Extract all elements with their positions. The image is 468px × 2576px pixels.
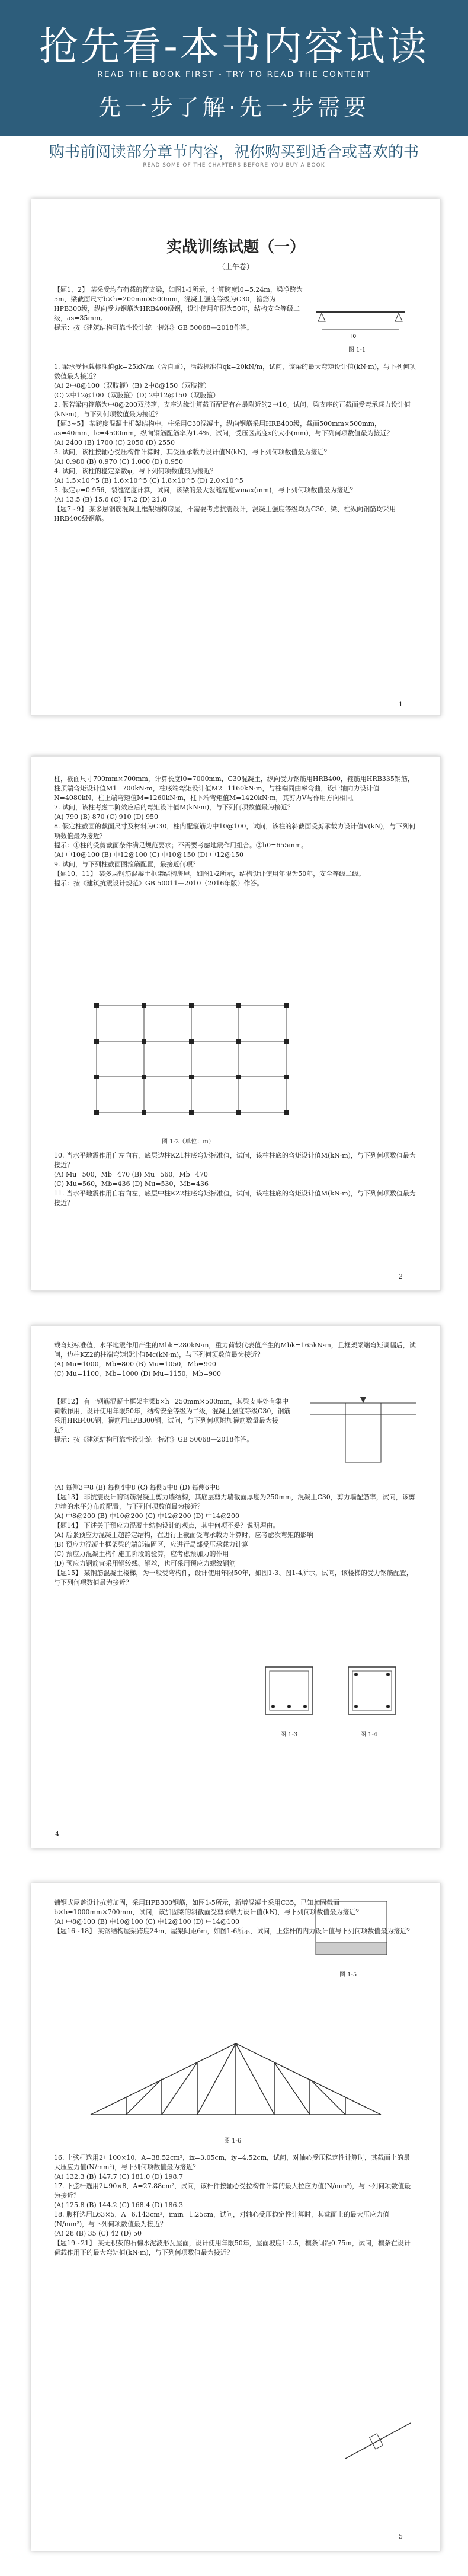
paragraph: 【题14】 下述关于预应力混凝土结构设计的观点，其中何项不妥？说明理由。 [54,1522,280,1529]
paragraph: (B) 预应力混凝土框架梁的端部锚固区，应进行局部受压承载力计算 [54,1541,249,1548]
paragraph: 【题10、11】 某多层钢筋混凝土框架结构房屋，如图1-2所示，结构设计使用年限为50年，安全等级二级。 [54,870,366,878]
header-title: 抢先看-本书内容试读 [39,24,429,69]
paragraph: 提示：①柱的受剪截面条件满足规范要求；不需要考虑地震作用组合。②h0=655mm。 [54,841,308,849]
paragraph: 7. 试问，该柱考虑二阶效应后的弯矩设计值M(kN·m)，与下列何项数值最为接近？ [54,804,294,811]
book-page-2 [31,756,441,1291]
page-number: 2 [399,1273,403,1280]
truss-figure [85,2032,387,2132]
book-page-3 [31,1325,441,1848]
figure-caption: 图 1-4 [360,1732,378,1738]
paragraph: (C) Mu=560，Mb=436 (D) Mu=530，Mb=436 [54,1180,209,1188]
paragraph: 【题7~9】 某多层钢筋混凝土框架结构房屋，不需要考虑抗震设计，混凝土强度等级均为C30，梁、柱纵向钢筋均采用HRB400级钢筋。 [54,505,396,522]
header-slogan: 先一步了解·先一步需要 [98,94,370,120]
page-title: 实战训练试题（一） [166,238,305,256]
beam-strengthening-figure [292,1895,411,1966]
paragraph: 4. 试问，该柱的稳定系数φ，与下列何项数值最为接近？ [54,467,217,475]
paragraph: (A) 2400 (B) 1700 (C) 2050 (D) 2550 [54,439,175,447]
paragraph: (C) Mu=1100，Mb=1000 (D) Mu=1150，Mb=900 [54,1370,222,1378]
section-figure-b [339,1658,405,1723]
page-number: 1 [399,700,403,708]
paragraph: 载弯矩标准值，水平地震作用产生的Mbk=280kN·m，重力荷载代表值产生的Mbk=165kN·m，且框架梁端弯矩调幅后，试问，边柱KZ2的柱端弯矩设计值Mc(kN·m)，与下列何项数值最为接近？ [54,1341,416,1359]
paragraph: (A) Mu=1000，Mb=800 (B) Mu=1050，Mb=900 [54,1360,216,1368]
paragraph: 【题16~18】 某钢结构屋架跨度24m，屋架间距6m，如图1-6所示，试问，上弦杆的内力设计值与下列何项数值最为接近？ [54,1927,413,1935]
paragraph: 提示：按《建筑结构可靠性设计统一标准》GB 50068—2018作答。 [54,1436,254,1443]
figure-caption: 图 1-6 [224,2138,242,2144]
paragraph: (A) 1.5×10^5 (B) 1.6×10^5 (C) 1.8×10^5 (D) 2.0×10^5 [54,477,243,484]
paragraph: (A) 中8@200 (B) 中10@200 (C) 中12@200 (D) 中14@200 [54,1512,240,1520]
paragraph: 【题13】 非抗震设计的钢筋混凝土剪力墙结构，其底层剪力墙截面厚度为250mm，混凝土C30，剪力墙配筋率，试问，该剪力墙的水平分布筋配置，与下列何项数值最为接近？ [54,1493,415,1510]
page-body-cont [54,2153,416,2258]
paragraph: (A) 中10@100 (B) 中12@100 (C) 中10@150 (D) 中12@150 [54,851,244,859]
page-body-cont [54,1483,416,1587]
header-subtitle-en: READ THE BOOK FIRST - TRY TO READ THE CONTENT [97,70,371,79]
paragraph: 【题1、2】 某采受均布荷载的简支梁，如图1-1所示，计算跨度l0=5.24m，梁净跨为5m，梁截面尺寸b×h=200mm×500mm，混凝土强度等级为C30，箍筋为HPB300级，纵向受力钢筋为HRB400级钢，设计使用年限为50年，结构安全等级二级，as=35mm。 [54,286,303,322]
paragraph: (A) Mu=500，Mb=470 (B) Mu=560，Mb=470 [54,1171,208,1178]
paragraph: (A) 13.5 (B) 15.6 (C) 17.2 (D) 21.8 [54,496,167,503]
purlin-figure [339,2405,416,2470]
page-body-cont [54,362,416,524]
paragraph: 【题19~21】 某无积灰的石棉水泥波形瓦屋面，设计使用年限50年，屋面坡度1:2.5，檩条间距0.75m，试问，檩条在设计荷载作用下的最大弯矩值(kN·m)，与下列何项数值最为接近？ [54,2239,411,2256]
paragraph: 16. 上弦杆选用2∟100×10，A=38.52cm²，ix=3.05cm，iy=4.52cm，试问，对轴心受压稳定性计算时，其截面上的最大压应力值(N/mm²)，与下列何项数值最为接近？ [54,2154,411,2171]
banner-text-en: READ SOME OF THE CHAPTERS BEFORE YOU BUY A BOOK [143,162,325,168]
figure-caption: 图 1-5 [339,1972,357,1978]
paragraph: (A) 中8@100 (B) 中10@100 (C) 中12@100 (D) 中14@100 [54,1918,240,1925]
paragraph: (A) 28 (B) 35 (C) 42 (D) 50 [54,2230,142,2237]
svg-text:l0: l0 [351,334,357,340]
paragraph: (A) 0.980 (B) 0.970 (C) 1.000 (D) 0.950 [54,458,184,466]
paragraph: 5. 假定ψ=0.956，裂缝宽度计算，试问，该梁的最大裂缝宽度wmax(mm)，与下列何项数值最为接近？ [54,486,357,494]
page-subtitle: （上午卷） [217,263,254,271]
paragraph: 铺钢式屋盖设计抗剪加固，采用HPB300钢筋，如图1-5所示，新增混凝土采用C35，已知加固截面b×h=1000mm×700mm，试问，该加固梁的斜截面受剪承载力设计值(kN)，与下列何项数值最为接近？ [54,1899,363,1916]
frame-grid-figure [85,994,298,1130]
paragraph: (A) 每侧3中8 (B) 每侧4中8 (C) 每侧5中8 (D) 每侧6中8 [54,1484,220,1491]
paragraph: (C) 2中12@100（双肢箍）(D) 2中12@150（双肢箍） [54,391,220,399]
figure-caption: 图 1-3 [280,1732,298,1738]
paragraph: 10. 当水平地震作用自左向右，底层边柱KZ1柱底弯矩标准值，试问，该柱柱底的弯矩设计值M(kN·m)，与下列何项数值最为接近？ [54,1152,416,1169]
book-page-1 [31,199,441,716]
paragraph: 9. 试问，与下列柱截面图箍筋配置，最接近何项？ [54,860,199,868]
section-figure-a [257,1658,322,1723]
paragraph: (A) 2中8@100（双肢箍）(B) 2中8@150（双肢箍） [54,382,211,390]
paragraph: (D) 预应力钢筋宜采用钢绞线、钢丝，也可采用预应力螺纹钢筋 [54,1560,236,1567]
paragraph: 1. 梁承受恒载标准值gk=25kN/m（含自重），活载标准值qk=20kN/m，试问，该梁的最大弯矩设计值(kN·m)，与下列何项数值最为接近？ [54,363,416,380]
beam-section-figure [304,1397,422,1474]
page-number: 5 [399,2533,403,2540]
figure-caption: 图 1-2（单位：m） [162,1139,214,1145]
paragraph: (A) 790 (B) 870 (C) 910 (D) 950 [54,813,159,821]
book-page-4 [31,1883,441,2551]
paragraph: 11. 当水平地震作用自右向左，底层中柱KZ2柱底弯矩标准值，试问，该柱柱底的弯矩设计值M(kN·m)，与下列何项数值最为接近？ [54,1190,416,1207]
paragraph: 【题3~5】 某跨度混凝土框架结构中，柱采用C30混凝土，纵向钢筋采用HRB400级，截面500mm×500mm，as=40mm，lc=4500mm，纵向钢筋配筋率为1.4%，试问，受压区高度x的大小(mm)，与下列何项数值最为接近？ [54,420,393,437]
paragraph: (A) 132.3 (B) 147.7 (C) 181.0 (D) 198.7 [54,2173,184,2180]
page-body-side [54,1397,291,1445]
page-body [54,774,416,888]
paragraph: 3. 试问，该柱按轴心受压构件计算时，其受压承载力设计值N(kN)，与下列何项数值最为接近？ [54,448,331,456]
paragraph: (A) 后张预应力混凝土超静定结构，在进行正截面受弯承载力计算时，应考虑次弯矩的影响 [54,1531,314,1539]
paragraph: (C) 预应力混凝土构件施工阶段的验算，应考虑预加力的作用 [54,1550,229,1558]
paragraph: 【题12】 有一钢筋混凝土框架主梁b×h=250mm×500mm，其梁支座处有集中荷载作用，设计使用年限50年，结构安全等级为二级，混凝土强度等级C30，钢筋采用HRB400钢，箍筋用HPB300钢，试问，与下列何项附加箍筋数量最为接近？ [54,1398,291,1434]
paragraph: 柱，截面尺寸700mm×700mm，计算长度l0=7000mm，C30混凝土，纵向受力钢筋用HRB400，箍筋用HRB335钢筋，柱顶端弯矩设计值M1=700kN·m，柱底端弯矩设计值M2=1160kN·m，与柱端同曲率弯曲，设计轴向力设计值N=4080kN，柱上端弯矩值M=1260kN·m，柱下端弯矩值M=1420kN·m，其剪力V与作用方向相同。 [54,775,414,802]
paragraph: 2. 假若梁内箍筋为中8@200双肢箍，支座边缘计算截面配置有在最附近的2中16。试问，梁支座的正截面受弯承载力设计值(kN·m)，与下列何项数值最为接近？ [54,401,411,418]
paragraph: 【题15】 某钢筋混凝土楼梯，为一般受弯构件，设计使用年限50年，如图1-3、图1-4所示，试问，该楼梯的受力钢筋配置，与下列何项数值最为接近？ [54,1569,413,1586]
paragraph: 提示：按《建筑结构可靠性设计统一标准》GB 50068—2018作答。 [54,324,254,331]
beam-figure [310,288,411,342]
paragraph: 8. 假定柱截面的截面尺寸及材料为C30，柱内配箍筋为中10@100，试问，该柱的斜截面受剪承载力设计值V(kN)，与下列何项数值最为接近？ [54,822,416,840]
promo-banner [0,136,468,178]
paragraph: 18. 腹杆选用L63×5，A=6.143cm²，imin=1.25cm，试问，对轴心受压稳定性计算时，其截面上的最大压应力值(N/mm²)，与下列何项数值最为接近？ [54,2211,390,2228]
paragraph: (A) 125.8 (B) 144.2 (C) 168.4 (D) 186.3 [54,2201,184,2209]
banner-text: 购书前阅读部分章节内容，祝你购买到适合或喜欢的书 [49,144,419,161]
page-body [54,285,303,333]
figure-caption: 图 1-1 [348,347,366,353]
page-body [54,1341,416,1379]
paragraph: 提示：按《建筑抗震设计规范》GB 50011—2010（2016年版）作答。 [54,879,264,887]
page-number: 4 [55,1830,59,1838]
page-body-cont [54,1151,416,1208]
paragraph: 17. 下弦杆选用2∟90×8，A=27.88cm²，试问，该杆件按轴心受拉构件计算的最大拉应力值(N/mm²)，与下列何项数值最为接近？ [54,2182,411,2199]
